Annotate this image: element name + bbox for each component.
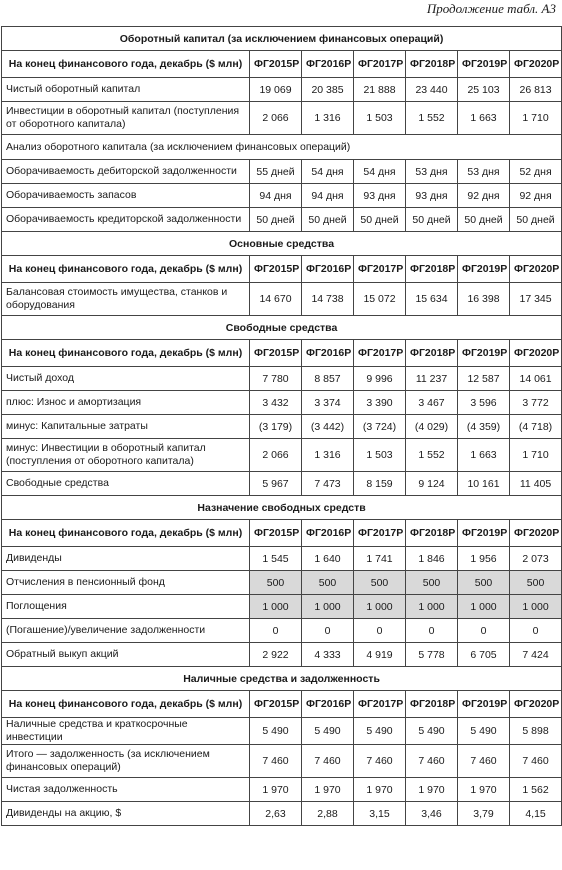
table-cell: 25 103 xyxy=(458,78,510,102)
section-title: Назначение свободных средств xyxy=(2,496,562,520)
table-cell: 3,46 xyxy=(406,802,458,826)
table-cell: 1 552 xyxy=(406,439,458,472)
table-cell: 8 857 xyxy=(302,367,354,391)
column-header: ФГ2016Р xyxy=(302,340,354,367)
table-cell: 3,15 xyxy=(354,802,406,826)
table-cell: 1 316 xyxy=(302,439,354,472)
section-title-row xyxy=(2,232,562,256)
table-cell: 500 xyxy=(510,571,562,595)
table-cell: 93 дня xyxy=(354,184,406,208)
table-cell: 50 дней xyxy=(302,208,354,232)
table-cell: 7 460 xyxy=(250,745,302,778)
table-row xyxy=(2,184,562,208)
table-cell: 1 846 xyxy=(406,547,458,571)
table-cell: 2 073 xyxy=(510,547,562,571)
row-label: Чистый оборотный капитал xyxy=(2,78,250,102)
column-header: ФГ2015Р xyxy=(250,691,302,718)
table-row xyxy=(2,391,562,415)
row-label: минус: Инвестиции в оборотный капитал (поступления от оборотного капитала) xyxy=(2,439,250,472)
table-row xyxy=(2,619,562,643)
table-cell: 12 587 xyxy=(458,367,510,391)
table-cell: 1 710 xyxy=(510,102,562,135)
table-cell: 14 061 xyxy=(510,367,562,391)
table-row xyxy=(2,547,562,571)
column-header: ФГ2016Р xyxy=(302,691,354,718)
row-label: минус: Капитальные затраты xyxy=(2,415,250,439)
table-cell: 1 562 xyxy=(510,778,562,802)
table-cell: 1 503 xyxy=(354,439,406,472)
section-title: Свободные средства xyxy=(2,316,562,340)
column-header: ФГ2019Р xyxy=(458,520,510,547)
row-label: Балансовая стоимость имущества, станков и оборудования xyxy=(2,283,250,316)
table-cell: 1 552 xyxy=(406,102,458,135)
row-label: Поглощения xyxy=(2,595,250,619)
column-header: ФГ2018Р xyxy=(406,256,458,283)
table-cell: 1 970 xyxy=(302,778,354,802)
table-row xyxy=(2,160,562,184)
table-cell: 1 000 xyxy=(406,595,458,619)
row-label: плюс: Износ и амортизация xyxy=(2,391,250,415)
table-cell: (3 442) xyxy=(302,415,354,439)
table-cell: 4 919 xyxy=(354,643,406,667)
table-cell: 50 дней xyxy=(510,208,562,232)
table-row xyxy=(2,78,562,102)
table-cell: 1 970 xyxy=(354,778,406,802)
table-cell: 94 дня xyxy=(250,184,302,208)
table-cell: 23 440 xyxy=(406,78,458,102)
table-cell: 5 490 xyxy=(458,718,510,745)
column-header: ФГ2020Р xyxy=(510,256,562,283)
table-cell: 0 xyxy=(510,619,562,643)
column-header: ФГ2016Р xyxy=(302,520,354,547)
column-header: ФГ2020Р xyxy=(510,691,562,718)
continuation-caption: Продолжение табл. А3 xyxy=(426,1,556,16)
table-cell: 52 дня xyxy=(510,160,562,184)
table-cell: 54 дня xyxy=(302,160,354,184)
row-label: Отчисления в пенсионный фонд xyxy=(2,571,250,595)
table-cell: 7 424 xyxy=(510,643,562,667)
table-cell: 15 072 xyxy=(354,283,406,316)
row-label: Оборачиваемость кредиторской задолженности xyxy=(2,208,250,232)
table-cell: 50 дней xyxy=(250,208,302,232)
section-title: Наличные средства и задолженность xyxy=(2,667,562,691)
header-label: На конец финансового года, декабрь ($ млн) xyxy=(2,691,250,718)
table-cell: 4,15 xyxy=(510,802,562,826)
section-title: Оборотный капитал (за исключением финансовых операций) xyxy=(2,27,562,51)
table-cell: 1 000 xyxy=(354,595,406,619)
header-row xyxy=(2,51,562,78)
table-cell: 1 970 xyxy=(250,778,302,802)
column-header: ФГ2020Р xyxy=(510,340,562,367)
table-cell: 1 545 xyxy=(250,547,302,571)
table-row xyxy=(2,367,562,391)
row-label: Анализ оборотного капитала (за исключением финансовых операций) xyxy=(2,135,562,160)
column-header: ФГ2017Р xyxy=(354,256,406,283)
table-cell: 5 490 xyxy=(250,718,302,745)
column-header: ФГ2017Р xyxy=(354,691,406,718)
table-cell: 93 дня xyxy=(406,184,458,208)
table-cell: 7 460 xyxy=(406,745,458,778)
table-row xyxy=(2,135,562,160)
table-cell: 14 738 xyxy=(302,283,354,316)
table-cell: (4 359) xyxy=(458,415,510,439)
table-cell: 2 066 xyxy=(250,439,302,472)
table-row xyxy=(2,102,562,135)
table-cell: 7 473 xyxy=(302,472,354,496)
section-title: Основные средства xyxy=(2,232,562,256)
table-cell: 92 дня xyxy=(510,184,562,208)
table-cell: 11 237 xyxy=(406,367,458,391)
table-cell: 10 161 xyxy=(458,472,510,496)
table-cell: 1 503 xyxy=(354,102,406,135)
table-cell: 5 898 xyxy=(510,718,562,745)
table-cell: 5 967 xyxy=(250,472,302,496)
header-label: На конец финансового года, декабрь ($ млн) xyxy=(2,51,250,78)
table-cell: 2 066 xyxy=(250,102,302,135)
table-cell: 0 xyxy=(302,619,354,643)
table-cell: 0 xyxy=(406,619,458,643)
table-cell: 1 970 xyxy=(406,778,458,802)
table-cell: 55 дней xyxy=(250,160,302,184)
table-row xyxy=(2,595,562,619)
table-cell: 5 490 xyxy=(354,718,406,745)
financial-table xyxy=(1,26,562,826)
table-cell: 2,63 xyxy=(250,802,302,826)
row-label: Свободные средства xyxy=(2,472,250,496)
row-label: Обратный выкуп акций xyxy=(2,643,250,667)
column-header: ФГ2015Р xyxy=(250,520,302,547)
table-cell: 3 467 xyxy=(406,391,458,415)
table-cell: 21 888 xyxy=(354,78,406,102)
table-row xyxy=(2,415,562,439)
table-cell: 500 xyxy=(250,571,302,595)
header-row xyxy=(2,340,562,367)
table-cell: 92 дня xyxy=(458,184,510,208)
table-cell: 1 000 xyxy=(302,595,354,619)
column-header: ФГ2019Р xyxy=(458,691,510,718)
table-row xyxy=(2,802,562,826)
table-cell: 3 772 xyxy=(510,391,562,415)
table-cell: 1 970 xyxy=(458,778,510,802)
table-cell: 1 316 xyxy=(302,102,354,135)
column-header: ФГ2016Р xyxy=(302,256,354,283)
table-cell: 6 705 xyxy=(458,643,510,667)
table-cell: 9 124 xyxy=(406,472,458,496)
table-cell: 19 069 xyxy=(250,78,302,102)
row-label: Наличные средства и краткосрочные инвестиции xyxy=(2,718,250,745)
column-header: ФГ2019Р xyxy=(458,256,510,283)
column-header: ФГ2019Р xyxy=(458,51,510,78)
column-header: ФГ2015Р xyxy=(250,51,302,78)
table-cell: 53 дня xyxy=(458,160,510,184)
table-cell: 20 385 xyxy=(302,78,354,102)
table-cell: 3,79 xyxy=(458,802,510,826)
column-header: ФГ2017Р xyxy=(354,520,406,547)
table-cell: 50 дней xyxy=(458,208,510,232)
table-cell: 53 дня xyxy=(406,160,458,184)
table-cell: 3 390 xyxy=(354,391,406,415)
table-cell: 1 663 xyxy=(458,102,510,135)
table-cell: 11 405 xyxy=(510,472,562,496)
table-cell: 50 дней xyxy=(406,208,458,232)
table-cell: 1 000 xyxy=(250,595,302,619)
table-row xyxy=(2,472,562,496)
table-cell: 7 780 xyxy=(250,367,302,391)
table-cell: 9 996 xyxy=(354,367,406,391)
table-row xyxy=(2,571,562,595)
table-row xyxy=(2,718,562,745)
table-row xyxy=(2,283,562,316)
column-header: ФГ2018Р xyxy=(406,51,458,78)
section-title-row xyxy=(2,316,562,340)
table-cell: 3 374 xyxy=(302,391,354,415)
column-header: ФГ2018Р xyxy=(406,520,458,547)
table-cell: 1 741 xyxy=(354,547,406,571)
table-cell: 1 956 xyxy=(458,547,510,571)
table-row xyxy=(2,208,562,232)
table-cell: 7 460 xyxy=(458,745,510,778)
table-cell: 7 460 xyxy=(510,745,562,778)
table-cell: 1 000 xyxy=(458,595,510,619)
table-cell: 1 640 xyxy=(302,547,354,571)
table-cell: 14 670 xyxy=(250,283,302,316)
table-cell: 0 xyxy=(354,619,406,643)
table-row xyxy=(2,745,562,778)
row-label: Чистый доход xyxy=(2,367,250,391)
table-cell: 1 710 xyxy=(510,439,562,472)
row-label: Инвестиции в оборотный капитал (поступления от оборотного капитала) xyxy=(2,102,250,135)
header-label: На конец финансового года, декабрь ($ млн) xyxy=(2,340,250,367)
table-cell: 2,88 xyxy=(302,802,354,826)
table-cell: 0 xyxy=(250,619,302,643)
table-cell: 50 дней xyxy=(354,208,406,232)
financial-table-body xyxy=(2,27,562,826)
table-cell: 17 345 xyxy=(510,283,562,316)
table-row xyxy=(2,643,562,667)
table-cell: 26 813 xyxy=(510,78,562,102)
table-cell: 4 333 xyxy=(302,643,354,667)
table-cell: 7 460 xyxy=(302,745,354,778)
row-label: Итого — задолженность (за исключением финансовых операций) xyxy=(2,745,250,778)
table-cell: 94 дня xyxy=(302,184,354,208)
table-cell: 500 xyxy=(354,571,406,595)
header-row xyxy=(2,691,562,718)
table-cell: 2 922 xyxy=(250,643,302,667)
column-header: ФГ2017Р xyxy=(354,51,406,78)
table-cell: 1 000 xyxy=(510,595,562,619)
column-header: ФГ2019Р xyxy=(458,340,510,367)
table-row xyxy=(2,778,562,802)
table-cell: 3 596 xyxy=(458,391,510,415)
column-header: ФГ2020Р xyxy=(510,520,562,547)
column-header: ФГ2015Р xyxy=(250,256,302,283)
column-header: ФГ2018Р xyxy=(406,340,458,367)
section-title-row xyxy=(2,496,562,520)
table-cell: 54 дня xyxy=(354,160,406,184)
table-cell: (4 029) xyxy=(406,415,458,439)
table-cell: 1 663 xyxy=(458,439,510,472)
column-header: ФГ2020Р xyxy=(510,51,562,78)
header-row xyxy=(2,520,562,547)
section-title-row xyxy=(2,27,562,51)
table-cell: 0 xyxy=(458,619,510,643)
table-cell: 5 778 xyxy=(406,643,458,667)
header-row xyxy=(2,256,562,283)
column-header: ФГ2018Р xyxy=(406,691,458,718)
row-label: Дивиденды на акцию, $ xyxy=(2,802,250,826)
row-label: Оборачиваемость запасов xyxy=(2,184,250,208)
table-cell: 5 490 xyxy=(302,718,354,745)
column-header: ФГ2016Р xyxy=(302,51,354,78)
table-row xyxy=(2,439,562,472)
column-header: ФГ2017Р xyxy=(354,340,406,367)
row-label: (Погашение)/увеличение задолженности xyxy=(2,619,250,643)
table-cell: 3 432 xyxy=(250,391,302,415)
table-cell: 500 xyxy=(406,571,458,595)
header-label: На конец финансового года, декабрь ($ млн) xyxy=(2,256,250,283)
table-cell: 500 xyxy=(458,571,510,595)
header-label: На конец финансового года, декабрь ($ млн) xyxy=(2,520,250,547)
table-cell: 15 634 xyxy=(406,283,458,316)
table-cell: 16 398 xyxy=(458,283,510,316)
table-cell: (4 718) xyxy=(510,415,562,439)
column-header: ФГ2015Р xyxy=(250,340,302,367)
row-label: Оборачиваемость дебиторской задолженности xyxy=(2,160,250,184)
table-cell: (3 724) xyxy=(354,415,406,439)
row-label: Чистая задолженность xyxy=(2,778,250,802)
row-label: Дивиденды xyxy=(2,547,250,571)
table-cell: (3 179) xyxy=(250,415,302,439)
section-title-row xyxy=(2,667,562,691)
table-cell: 8 159 xyxy=(354,472,406,496)
table-cell: 500 xyxy=(302,571,354,595)
table-cell: 7 460 xyxy=(354,745,406,778)
table-cell: 5 490 xyxy=(406,718,458,745)
